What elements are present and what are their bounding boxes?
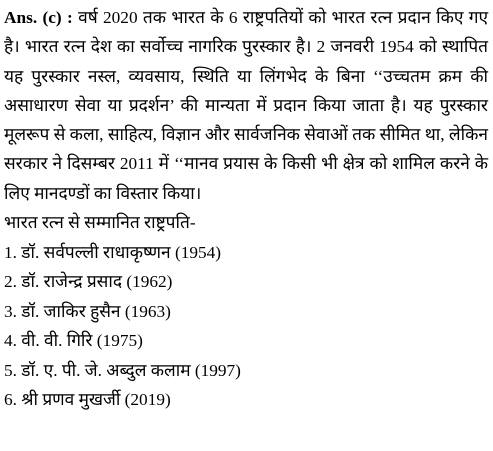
list-item: 5. डॉ. ए. पी. जे. अब्दुल कलाम (1997) xyxy=(4,360,241,380)
list-item: 1. डॉ. सर्वपल्ली राधाकृष्णन (1954) xyxy=(4,242,222,262)
answer-label: Ans. (c) : xyxy=(4,8,73,27)
president-list xyxy=(4,238,488,415)
list-heading: भारत रत्न से सम्मानित राष्ट्रपति- xyxy=(4,213,196,233)
answer-text: वर्ष 2020 तक भारत के 6 राष्ट्रपतियों को भारत रत्न प्रदान किए गए है। भारत रत्न देश का सर्वोच्च नागरिक पुरस्कार है। 2 जनवरी 1954 को स्थापित यह पुरस्कार नस्ल, व्यवसाय, स्थिति या लिंगभेद के बिना ‘‘उच्चतम क्रम की असाधारण सेवा या प्रदर्शन’ की मान्यता में प्रदान किया जाता है। यह पुरस्कार मूलरूप से कला, साहित्य, विज्ञान और सार्वजनिक सेवाओं तक सीमित था, लेकिन सरकार ने दिसम्बर 2011 में ‘‘मानव प्रयास के किसी भी क्षेत्र को शामिल करने के लिए मानदण्डों का विस्तार किया। xyxy=(4,8,489,203)
list-item: 6. श्री प्रणव मुखर्जी (2019) xyxy=(4,390,171,410)
list-item: 4. वी. वी. गिरि (1975) xyxy=(4,331,143,351)
list-item: 2. डॉ. राजेन्द्र प्रसाद (1962) xyxy=(4,272,173,292)
list-item: 3. डॉ. जाकिर हुसैन (1963) xyxy=(4,301,171,321)
answer-document xyxy=(4,3,488,415)
answer-paragraph xyxy=(4,3,488,208)
